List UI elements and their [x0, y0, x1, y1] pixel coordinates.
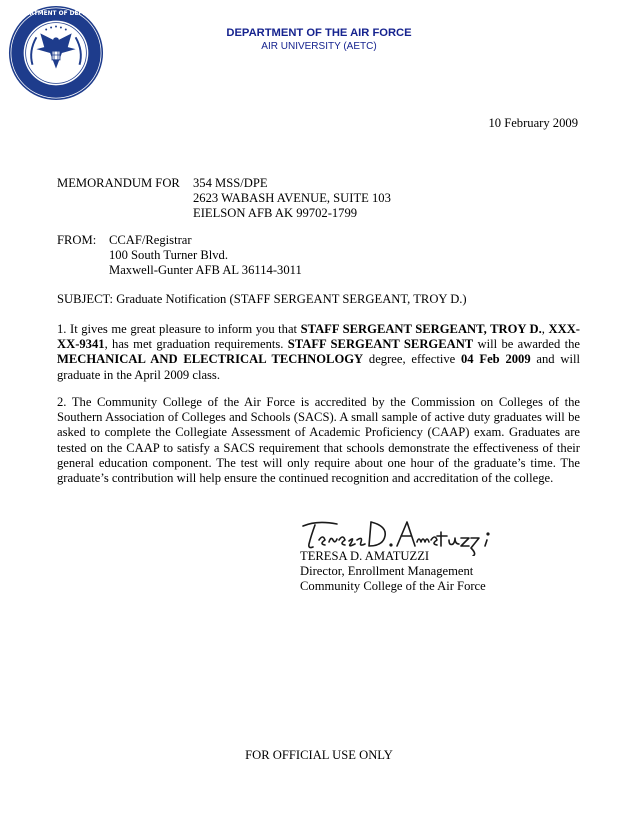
graduate-name: STAFF SERGEANT SERGEANT, TROY D. [300, 322, 542, 336]
paragraph-text: and will graduate in the April 2009 class. [57, 352, 580, 382]
from-label: FROM: [57, 233, 97, 247]
paragraph-text: , has met graduation requirements. [104, 337, 288, 352]
address-line: 100 South Turner Blvd. [109, 248, 228, 263]
address-line: EIELSON AFB AK 99702-1799 [193, 206, 358, 221]
memo-for-label: MEMORANDUM FOR [57, 176, 180, 190]
paragraph-2: 2. The Community College of the Air Force is accredited by the Commission on Colleges of the Southern Association of Colleges and Schools (SACS). A small sample of active duty graduates will be asked to complete the Collegiate Assessment of Academic Proficiency (CAAP) exam. Graduates are tested on the CAAP to satisfy a SACS requirement that schools demonstrate the effectiveness of their general education component. The test will only require about one hour of the graduate’s time. The graduate’s contribution will help ensure the continued recognition and accreditation of the college. [57, 395, 580, 486]
unit-heading: AIR UNIVERSITY (AETC) [261, 41, 377, 52]
address-line: CCAF/Registrar [109, 233, 192, 247]
address-line: Maxwell-Gunter AFB AL 36114-3011 [109, 263, 302, 278]
memo-for-address [193, 176, 391, 222]
memo-date: 10 February 2009 [488, 116, 578, 130]
degree-name: MECHANICAL AND ELECTRICAL TECHNOLOGY [57, 352, 364, 367]
address-line: 354 MSS/DPE [193, 176, 268, 190]
signature-block [300, 549, 486, 595]
address-line: 2623 WABASH AVENUE, SUITE 103 [193, 191, 391, 206]
department-of-defense-seal [7, 4, 105, 102]
footer-classification: FOR OFFICIAL USE ONLY [245, 748, 393, 762]
paragraph-text: , [541, 322, 549, 336]
from-address [109, 233, 302, 279]
signer-name: TERESA D. AMATUZZI [300, 549, 430, 563]
svg-text:DEPARTMENT OF DEFENSE: DEPARTMENT OF DEFENSE [12, 10, 100, 17]
paragraph-1 [57, 322, 580, 383]
signer-title: Director, Enrollment Management [300, 564, 474, 579]
paragraph-text: degree, effective [363, 352, 461, 367]
subject-line: SUBJECT: Graduate Notification (STAFF SERGEANT SERGEANT, TROY D.) [57, 292, 467, 306]
effective-date: 04 Feb 2009 [461, 352, 531, 367]
paragraph-text: will be awarded the [473, 337, 581, 352]
paragraph-text: 1. It gives me great pleasure to inform you that [57, 322, 301, 336]
ssn-masked: XXX-XX-9341 [57, 322, 580, 352]
signer-organization: Community College of the Air Force [300, 579, 486, 594]
department-heading: DEPARTMENT OF THE AIR FORCE [226, 27, 412, 39]
graduate-rank-name: STAFF SERGEANT SERGEANT [287, 337, 474, 352]
